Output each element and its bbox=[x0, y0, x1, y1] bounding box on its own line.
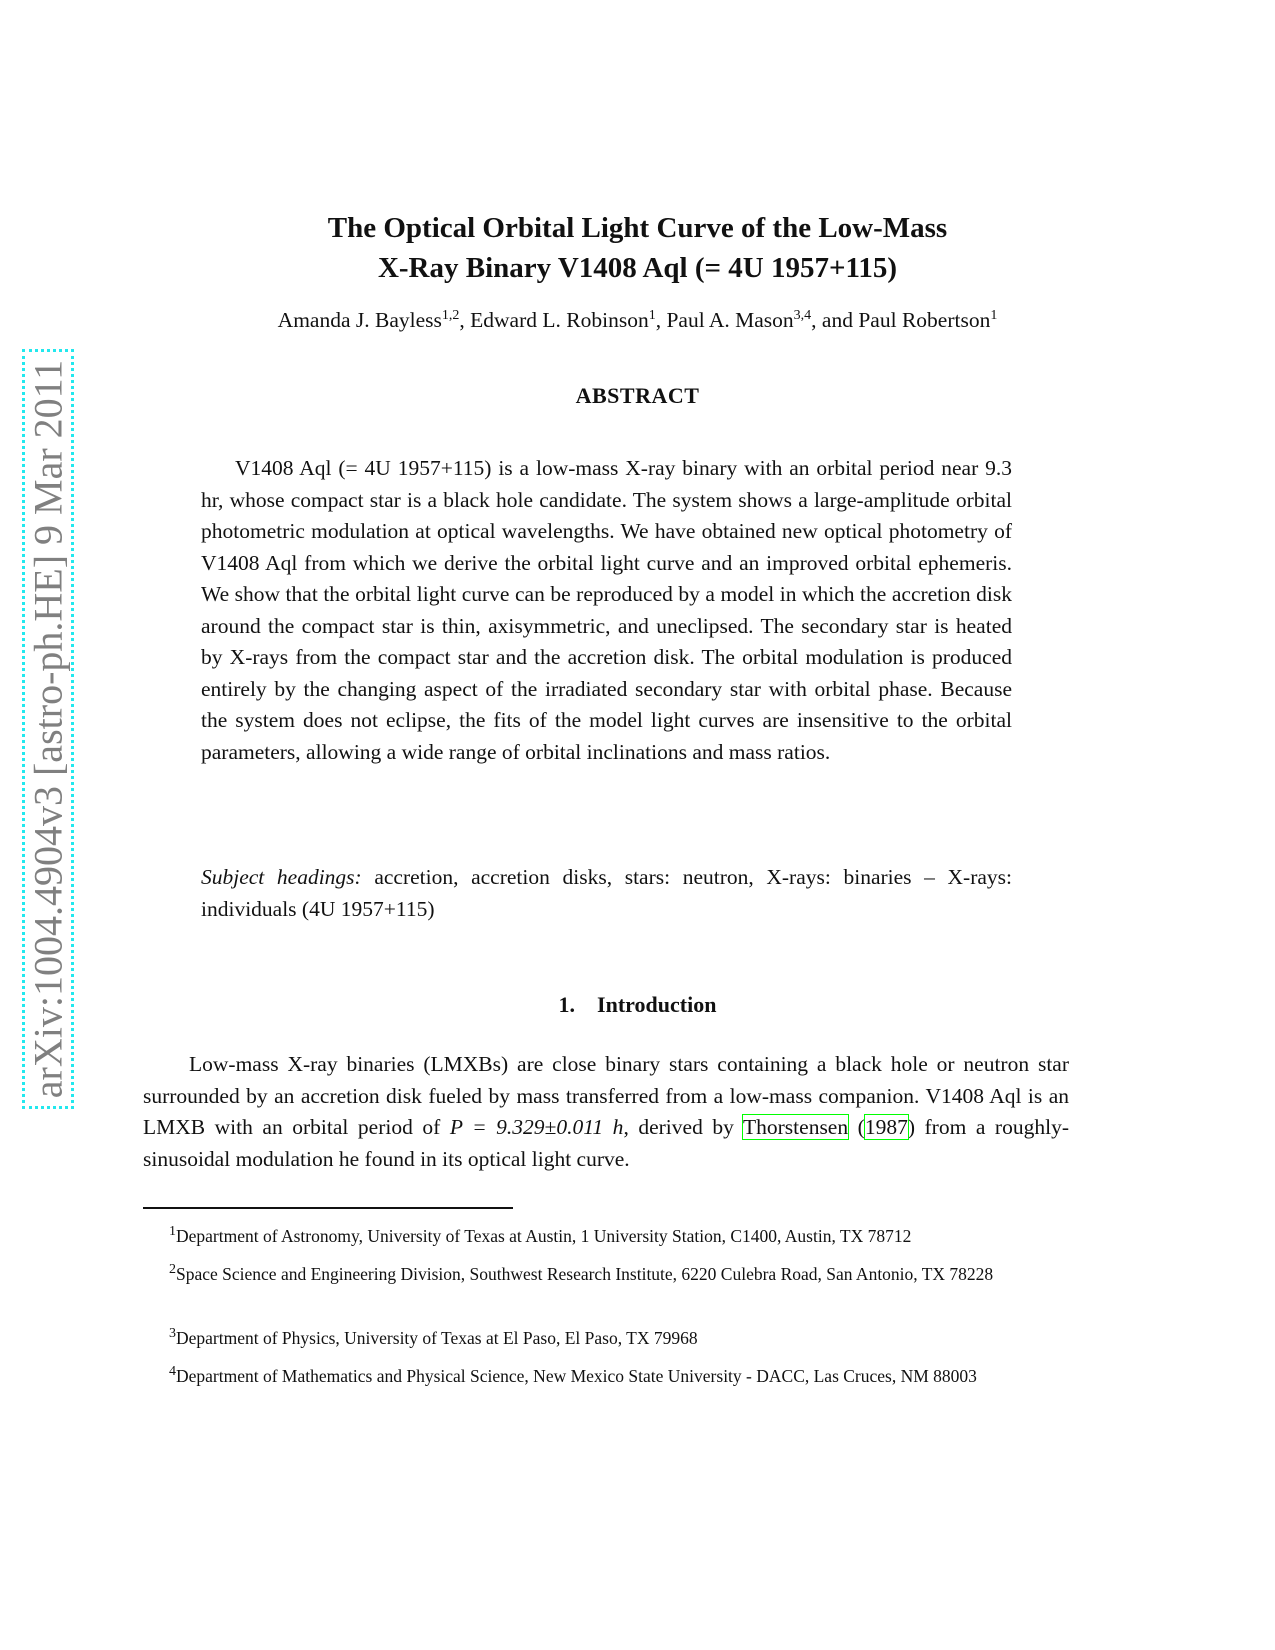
intro-text: ( bbox=[848, 1115, 865, 1139]
footnote bbox=[143, 1223, 1069, 1250]
footnote bbox=[143, 1363, 1069, 1390]
footnote-mark: 2 bbox=[169, 1262, 176, 1278]
author-separator: , bbox=[655, 308, 667, 332]
footnote bbox=[143, 1325, 1069, 1352]
title-line-1: The Optical Orbital Light Curve of the Low-Mass bbox=[327, 212, 948, 244]
author-name: Edward L. Robinson bbox=[470, 308, 649, 332]
abstract-heading: ABSTRACT bbox=[575, 383, 700, 408]
intro-text: , derived by bbox=[623, 1115, 744, 1139]
footnote-rule bbox=[143, 1207, 513, 1209]
author-affiliation: 1 bbox=[990, 307, 998, 323]
author-name: Paul A. Mason bbox=[666, 308, 794, 332]
author-list bbox=[0, 308, 1275, 333]
citation-link-year[interactable]: 1987 bbox=[864, 1115, 908, 1139]
citation-link-author[interactable]: Thorstensen bbox=[743, 1115, 849, 1139]
author-affiliation: 3,4 bbox=[793, 307, 812, 323]
subject-headings bbox=[201, 862, 1012, 925]
author-separator: , bbox=[459, 308, 471, 332]
author-affiliation: 1,2 bbox=[441, 307, 460, 323]
subject-headings-label: Subject headings: bbox=[201, 865, 362, 889]
abstract-text: V1408 Aql (= 4U 1957+115) is a low-mass X-ray binary with an orbital period near 9.3 hr, whose compact star is a black hole candidate. The system shows a large-amplitude orbital photometric modulation at optical wavelengths. We have obtained new optical photometry of V1408 Aql from which we derive the orbital light curve and an improved orbital ephemeris. We show that the orbital light curve can be reproduced by a model in which the accretion disk around the compact star is thin, axisymmetric, and uneclipsed. The secondary star is heated by X-rays from the compact star and the accretion disk. The orbital modulation is produced entirely by the changing aspect of the irradiated secondary star with orbital phase. Because the system does not eclipse, the fits of the model light curves are insensitive to the orbital parameters, allowing a wide range of orbital inclinations and mass ratios. bbox=[201, 456, 1012, 764]
arxiv-identifier: arXiv:1004.4904v3 [astro-ph.HE] 9 Mar 2011 bbox=[25, 359, 71, 1099]
footnote bbox=[143, 1261, 1069, 1288]
title-line-2: X-Ray Binary V1408 Aql (= 4U 1957+115) bbox=[377, 252, 898, 284]
footnote-text: Department of Mathematics and Physical Science, New Mexico State University - DACC, Las Cruces, NM 88003 bbox=[176, 1366, 977, 1386]
subject-headings-list: accretion, accretion disks, stars: neutron, X-rays: binaries – X-rays: individuals (4U 1957+115) bbox=[201, 865, 1013, 921]
section-heading: 1. Introduction bbox=[558, 992, 717, 1017]
author-name: Amanda J. Bayless bbox=[277, 308, 442, 332]
author-affiliation: 1 bbox=[648, 307, 656, 323]
orbital-period: P = 9.329±0.011 h bbox=[449, 1115, 624, 1139]
footnote-mark: 4 bbox=[169, 1364, 176, 1380]
intro-paragraph bbox=[143, 1049, 1069, 1175]
intro-text: Low-mass X-ray binaries (LMXBs) are close binary stars containing a black hole or neutron star surrounded by an accretion disk fueled by mass transferred from a low-mass companion. V1408 Aql is an LMXB with an orbital period of bbox=[143, 1052, 1069, 1139]
intro-text: ) from a roughly-sinusoidal modulation he found in its optical light curve. bbox=[143, 1115, 1069, 1171]
footnote-mark: 1 bbox=[169, 1224, 176, 1240]
author-separator: , and bbox=[811, 308, 859, 332]
footnote-text: Department of Astronomy, University of Texas at Austin, 1 University Station, C1400, Austin, TX 78712 bbox=[176, 1226, 912, 1246]
footnote-mark: 3 bbox=[169, 1326, 176, 1342]
paper-title bbox=[0, 208, 1275, 288]
footnote-text: Department of Physics, University of Texas at El Paso, El Paso, TX 79968 bbox=[176, 1328, 698, 1348]
footnote-text: Space Science and Engineering Division, Southwest Research Institute, 6220 Culebra Road, San Antonio, TX 78228 bbox=[176, 1264, 994, 1284]
author-name: Paul Robertson bbox=[858, 308, 991, 332]
